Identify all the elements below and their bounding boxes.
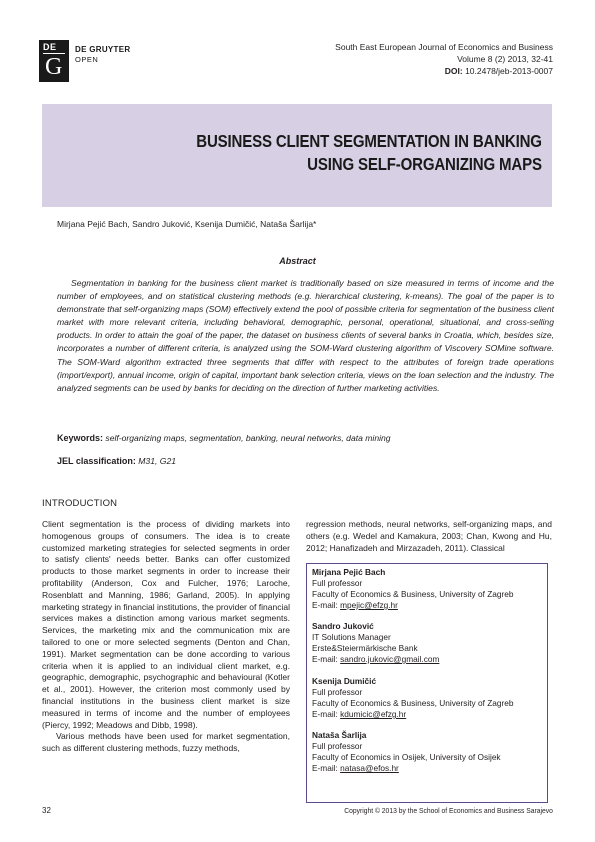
author-info-1 [312, 567, 514, 611]
logo-mark-top: DE [43, 42, 57, 52]
author-email-link[interactable]: sandro.jukovic@gmail.com [340, 654, 440, 664]
doi-value: 10.2478/jeb-2013-0007 [465, 66, 553, 76]
author-affiliation: Erste&Steiermärkische Bank [312, 643, 418, 653]
publisher-logo-mark [39, 40, 69, 82]
author-name: Mirjana Pejić Bach [312, 567, 386, 577]
doi-label: DOI: [444, 66, 463, 76]
author-email-link[interactable]: mpejic@efzg.hr [340, 600, 398, 610]
journal-volume: Volume 8 (2) 2013, 32-41 [457, 54, 553, 64]
author-email-link[interactable]: kdumicic@efzg.hr [340, 709, 407, 719]
journal-doi [445, 66, 553, 77]
author-email-link[interactable]: natasa@efos.hr [340, 763, 399, 773]
page-number: 32 [42, 806, 51, 815]
author-email-line [312, 763, 501, 774]
paragraph-2: Various methods have been used for market segmentation, such as different clustering methods, fuzzy methods, [42, 731, 290, 754]
jel-classification [57, 456, 176, 466]
left-column [42, 519, 290, 755]
author-list: Mirjana Pejić Bach, Sandro Juković, Ksenija Dumičić, Nataša Šarlija* [57, 219, 317, 229]
publisher-name: DE GRUYTER [75, 45, 131, 54]
abstract-heading: Abstract [279, 256, 316, 266]
keywords-label: Keywords: [57, 433, 104, 443]
section-heading: INTRODUCTION [42, 498, 118, 509]
keywords [57, 433, 554, 443]
jel-label: JEL classification: [57, 456, 136, 466]
publisher-sub: OPEN [75, 55, 99, 64]
author-position: Full professor [312, 687, 363, 697]
jel-value: M31, G21 [138, 456, 177, 466]
author-position: Full professor [312, 741, 363, 751]
email-label: E-mail: [312, 709, 341, 719]
paper-title [196, 130, 542, 176]
author-position: IT Solutions Manager [312, 632, 391, 642]
author-email-line [312, 709, 514, 720]
title-line-1: BUSINESS CLIENT SEGMENTATION IN BANKING [196, 131, 542, 151]
author-info-4 [312, 730, 501, 774]
email-label: E-mail: [312, 763, 341, 773]
author-info-box [306, 563, 548, 803]
journal-name: South East European Journal of Economics and Business [335, 42, 553, 52]
author-affiliation: Faculty of Economics & Business, University of Zagreb [312, 698, 514, 708]
paragraph-1: Client segmentation is the process of dividing markets into homogenous groups of consumers. The idea is to create customized marketing strategies for selected segments in order to satisfy clients' needs better. Banks can offer customized products to those market segments in order to increase their profitability (Anderson, Cox and Fulcher, 1976; Laroche, Rosenblatt and Manning, 1986; Garland, 2005). In applying marketing strategy in financial institutions, the provider of financial services makes a distinction among various market segments. Services, the marketing mix and the communication mix are tailored to one or more selected segments (Denton and Chan, 1991). Market segmentation can be done according to various criteria when it is applied to an individual client market, e.g. geographic, demographic, psychographic and behavioural (Kotler et al., 2001). However, the criterion most commonly used by financial institutions in the business client market is size measured in terms of income and the number of employees (Piercy, 1992; Meadows and Dibb, 1998). [42, 519, 290, 730]
author-name: Ksenija Dumičić [312, 676, 377, 686]
author-info-2 [312, 621, 439, 665]
title-line-2: USING SELF-ORGANIZING MAPS [307, 154, 542, 174]
keywords-value: self-organizing maps, segmentation, banking, neural networks, data mining [105, 433, 391, 443]
right-column-text: regression methods, neural networks, self-organizing maps, and others (e.g. Wedel and Kamakura, 2003; Chan, Kwong and Hu, 2012; Hanafizadeh and Mirzazadeh, 2011). Classical [306, 519, 552, 553]
logo-mark-letter: G [45, 54, 63, 80]
email-label: E-mail: [312, 600, 341, 610]
copyright-notice: Copyright © 2013 by the School of Economics and Business Sarajevo [344, 806, 553, 815]
author-email-line [312, 654, 439, 665]
author-email-line [312, 600, 514, 611]
author-name: Nataša Šarlija [312, 730, 367, 740]
author-position: Full professor [312, 578, 363, 588]
author-affiliation: Faculty of Economics in Osijek, University of Osijek [312, 752, 501, 762]
author-name: Sandro Juković [312, 621, 374, 631]
email-label: E-mail: [312, 654, 341, 664]
author-info-3 [312, 676, 514, 720]
title-band [42, 104, 552, 207]
abstract-text: Segmentation in banking for the business client market is traditionally based on size measured in terms of income and the number of employees, and on statistical clustering methods (e.g. hierarchical clustering, k-means). The goal of the paper is to demonstrate that self-organizing maps (SOM) effectively extend the pool of possible criteria for segmentation of the business client market with more relevant criteria, including behavioral, demographic, personal, operational, situational, and cross-selling products. In order to attain the goal of the paper, the dataset on business clients of several banks in Croatia, which, besides size, incorporates a number of different criteria, is analyzed using the SOM-Ward clustering algorithm of Viscovery SOMine software. The SOM-Ward algorithm extracted three segments that differ with respect to the attributes of foreign trade operations (import/export), annual income, origin of capital, important bank selection criteria, views on the loan selection and the industry. The analyzed segments can be used by banks for deciding on the direction of further marketing activities. [57, 278, 554, 393]
author-affiliation: Faculty of Economics & Business, University of Zagreb [312, 589, 514, 599]
